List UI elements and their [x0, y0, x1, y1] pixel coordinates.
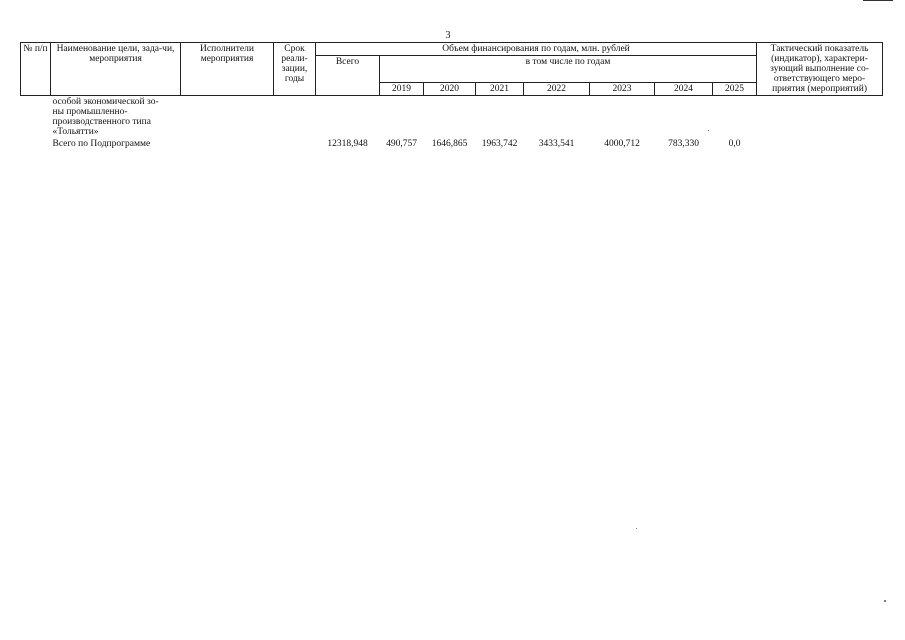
table-row — [21, 96, 883, 139]
total-row — [21, 138, 883, 150]
header-total: Всего — [316, 56, 380, 96]
corner-mark — [863, 0, 893, 1]
year-value: 4000,712 — [604, 139, 640, 149]
header-num: № п/п — [21, 43, 51, 96]
year-value: 1963,742 — [481, 139, 518, 149]
header-executors: Исполнители мероприятия — [181, 43, 274, 96]
year-value: 783,330 — [668, 139, 699, 149]
year-value: 0,0 — [728, 139, 741, 149]
header-name: Наименование цели, зада-чи, мероприятия — [51, 43, 181, 96]
financing-table — [20, 42, 883, 150]
total-value: 12318,948 — [327, 139, 368, 149]
header-year: 2025 — [713, 83, 757, 96]
cell-num — [21, 96, 51, 139]
year-value: 1646,865 — [431, 139, 468, 149]
header-year: 2023 — [590, 83, 655, 96]
year-value: 490,757 — [386, 139, 417, 149]
header-year: 2024 — [655, 83, 713, 96]
header-year: 2021 — [476, 83, 524, 96]
year-value: 3433,541 — [538, 139, 575, 149]
header-term: Срок реали-зации, годы — [274, 43, 316, 96]
header-year: 2019 — [380, 83, 424, 96]
total-label: Всего по Подпрограмме — [52, 139, 151, 149]
page-number: 3 — [445, 30, 451, 41]
header-financing: Объем финансирования по годам, млн. рублей — [316, 43, 757, 56]
header-indicator: Тактический показатель (индикатор), характери-зующий выполнение со-ответствующего меро-приятия (мероприятий) — [757, 43, 883, 96]
header-year: 2020 — [424, 83, 476, 96]
scan-speck — [636, 528, 637, 529]
scan-speck — [708, 130, 709, 131]
header-by-years: в том числе по годам — [380, 56, 757, 83]
header-year: 2022 — [524, 83, 590, 96]
continuation-text: особой экономической зо- ны промышленно- производственного типа «Тольятти» — [52, 97, 159, 137]
scan-speck — [884, 600, 886, 602]
